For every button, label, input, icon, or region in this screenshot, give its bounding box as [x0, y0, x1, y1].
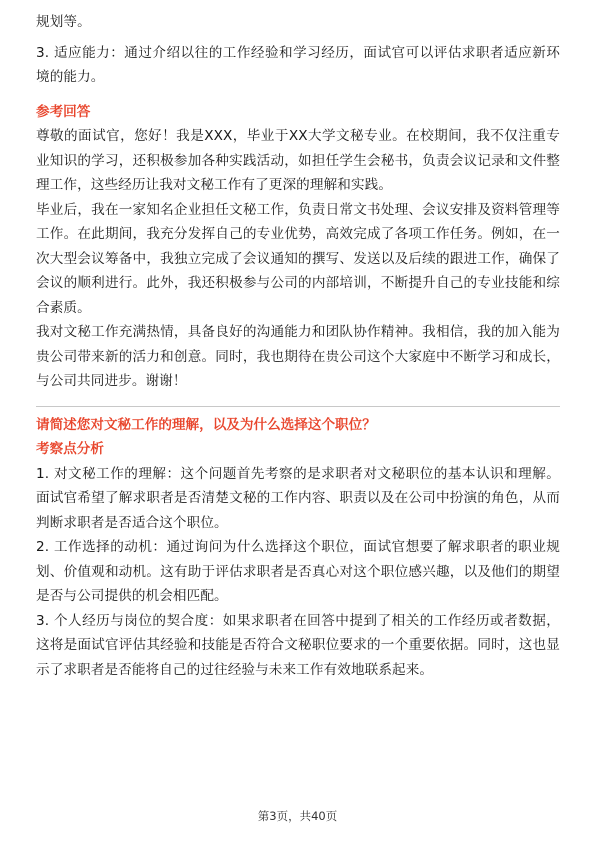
reference-answer-paragraph-1: 尊敬的面试官，您好！我是XXX，毕业于XX大学文秘专业。在校期间，我不仅注重专业知识的学习，还积极参加各种实践活动，如担任学生会秘书，负责会议记录和文件整理工作，这些经历让我对文秘工作有了更深的理解和实践。 [36, 128, 560, 193]
analysis-point-3: 3. 个人经历与岗位的契合度：如果求职者在回答中提到了相关的工作经历或者数据，这将是面试官评估其经验和技能是否符合文秘职位要求的一个重要依据。同时，这也显示了求职者是否能将自己的过往经验与未来工作有效地联系起来。 [36, 612, 560, 678]
question-heading: 请简述您对文秘工作的理解，以及为什么选择这个职位？ [36, 416, 376, 433]
analysis-point-2: 2. 工作选择的动机：通过询问为什么选择这个职位，面试官想要了解求职者的职业规划、价值观和动机。这有助于评估求职者是否真心对这个职位感兴趣，以及他们的期望是否与公司提供的机会相匹配。 [36, 539, 560, 604]
reference-answer-paragraph-2: 毕业后，我在一家知名企业担任文秘工作，负责日常文书处理、会议安排及资料管理等工作。在此期间，我充分发挥自己的专业优势，高效完成了各项工作任务。例如，在一次大型会议筹备中，我独立完成了会议通知的撰写、发送以及后续的跟进工作，确保了会议的顺利进行。此外，我还积极参与公司的内部培训，不断提升自己的专业技能和综合素质。 [36, 201, 560, 316]
page-number: 第3页，共40页 [257, 809, 338, 823]
reference-answer-heading: 参考回答 [36, 103, 91, 120]
continued-text: 规划等。 [36, 14, 91, 30]
section-divider [36, 406, 560, 407]
document-page [36, 0, 560, 682]
reference-answer-paragraph-3: 我对文秘工作充满热情，具备良好的沟通能力和团队协作精神。我相信，我的加入能为贵公司带来新的活力和创意。同时，我也期待在贵公司这个大家庭中不断学习和成长，与公司共同进步。谢谢！ [36, 324, 560, 389]
analysis-heading: 考察点分析 [36, 441, 104, 457]
analysis-point-1: 1. 对文秘工作的理解：这个问题首先考察的是求职者对文秘职位的基本认识和理解。面试官希望了解求职者是否清楚文秘的工作内容、职责以及在公司中扮演的角色，从而判断求职者是否适合这个职位。 [36, 465, 560, 531]
point-adaptability: 3. 适应能力：通过介绍以往的工作经验和学习经历，面试官可以评估求职者适应新环境的能力。 [36, 44, 560, 85]
